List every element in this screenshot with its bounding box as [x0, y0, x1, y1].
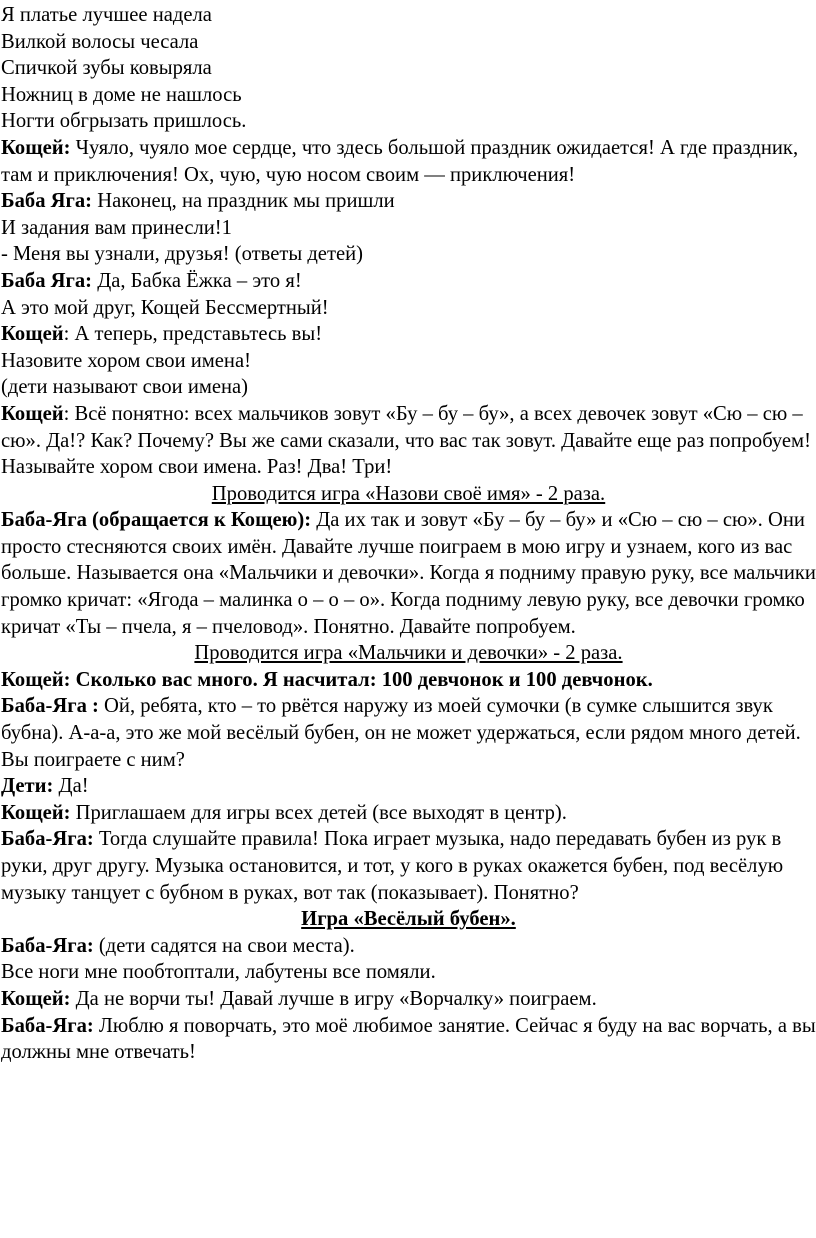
speech-text: Люблю я поворчать, это моё любимое занятие. Сейчас я буду на вас ворчать, а вы должны мне отвечать!: [1, 1014, 816, 1064]
speaker-name: Кощей:: [1, 801, 71, 824]
poem-line: Спичкой зубы ковыряла: [1, 57, 212, 80]
speaker-name: Баба-Яга:: [1, 934, 94, 957]
speaker-name: Кощей: [1, 402, 64, 425]
dialogue-line: [1, 507, 816, 640]
game-heading-line: [1, 906, 816, 933]
game-title: Игра «Весёлый бубен».: [301, 908, 516, 931]
dialogue-line: [1, 826, 816, 906]
dialogue-line: [1, 986, 816, 1013]
speaker-name: Баба-Яга:: [1, 1014, 94, 1037]
speech-text: Да не ворчи ты! Давай лучше в игру «Ворчалку» поиграем.: [70, 987, 597, 1010]
speaker-name: Баба-Яга :: [1, 695, 99, 718]
text-line: Все ноги мне пообтоптали, лабутены все помяли.: [1, 961, 436, 984]
text-line: А это мой друг, Кощей Бессмертный!: [1, 296, 329, 319]
speaker-name: Кощей:: [1, 136, 71, 159]
speech-text: : А теперь, представьтесь вы!: [63, 323, 323, 346]
dialogue-line: [1, 1013, 816, 1066]
stage-direction: (дети называют свои имена): [1, 376, 249, 399]
speaker-name: Баба-Яга (обращается к Кощею):: [1, 509, 312, 532]
poem-line: И задания вам принесли!1: [1, 216, 232, 239]
speech-text: : Всё понятно: всех мальчиков зовут «Бу – бу – бу», а всех девочек зовут «Сю – сю – сю». Да!? Как? Почему? Вы же сами сказали, что вас так зовут. Давайте еще раз попробуем! Называйте хором свои имена. Раз! Два! Три!: [1, 402, 811, 479]
speech-text: Чуяло, чуяло мое сердце, что здесь большой праздник ожидается! А где праздник, там и приключения! Ох, чую, чую носом своим — приключения!: [1, 136, 799, 186]
speaker-name: Кощей:: [1, 987, 71, 1010]
speech-text: Да их так и зовут «Бу – бу – бу» и «Сю – сю – сю». Они просто стесняются своих имён. Давайте лучше поиграем в мою игру и узнаем, кого из вас больше. Называется она «Мальчики и девочки». Когда я подниму правую руку, все мальчики громко кричат: «Ягода – малинка о – о – о». Когда подниму левую руку, все девочки громко кричат «Ты – пчела, я – пчеловод». Понятно. Давайте попробуем.: [1, 509, 816, 638]
dialogue-line: [1, 800, 816, 827]
speech-text: Да!: [53, 775, 89, 798]
speaker-name: Баба-Яга:: [1, 828, 94, 851]
game-heading-line: [1, 640, 816, 667]
dialogue-line: [1, 773, 816, 800]
speaker-name: Баба Яга:: [1, 269, 93, 292]
text-line: Назовите хором свои имена!: [1, 349, 251, 372]
speech-text: Приглашаем для игры всех детей (все выходят в центр).: [70, 801, 567, 824]
bold-dialogue-line: Кощей: Сколько вас много. Я насчитал: 100 девчонок и 100 девчонок.: [1, 668, 653, 691]
game-heading: Проводится игра «Назови своё имя» - 2 раза.: [211, 482, 606, 505]
speaker-name: Дети:: [1, 775, 54, 798]
poem-line: Ножниц в доме не нашлось: [1, 83, 242, 106]
dialogue-line: [1, 933, 816, 960]
game-heading: Проводится игра «Мальчики и девочки» - 2 раза.: [194, 642, 623, 665]
speaker-name: Баба Яга:: [1, 190, 93, 213]
speech-text: Тогда слушайте правила! Пока играет музыка, надо передавать бубен из рук в руки, друг другу. Музыка остановится, и тот, у кого в руках окажется бубен, под весёлую музыку танцует с бубном в руках, вот так (показывает). Понятно?: [1, 828, 784, 904]
dialogue-line: [1, 321, 816, 348]
speech-text: (дети садятся на свои места).: [93, 934, 355, 957]
game-heading-line: [1, 481, 816, 508]
poem-line: Вилкой волосы чесала: [1, 30, 199, 53]
dialogue-line: [1, 188, 816, 215]
dialogue-line: [1, 135, 816, 188]
dialogue-line: [1, 268, 816, 295]
speech-text: Ой, ребята, кто – то рвётся наружу из моей сумочки (в сумке слышится звук бубна). А-а-а, это же мой весёлый бубен, он не может удержаться, если рядом много детей. Вы поиграете с ним?: [1, 695, 801, 771]
speech-text: Да, Бабка Ёжка – это я!: [92, 269, 302, 292]
speech-text: Наконец, на праздник мы пришли: [92, 190, 395, 213]
dialogue-line: [1, 693, 816, 773]
poem-line: Ногти обгрызать пришлось.: [1, 110, 247, 133]
dialogue-line: [1, 401, 816, 481]
text-line: - Меня вы узнали, друзья! (ответы детей): [1, 243, 363, 266]
speaker-name: Кощей: [1, 323, 64, 346]
poem-line: Я платье лучшее надела: [1, 4, 212, 26]
